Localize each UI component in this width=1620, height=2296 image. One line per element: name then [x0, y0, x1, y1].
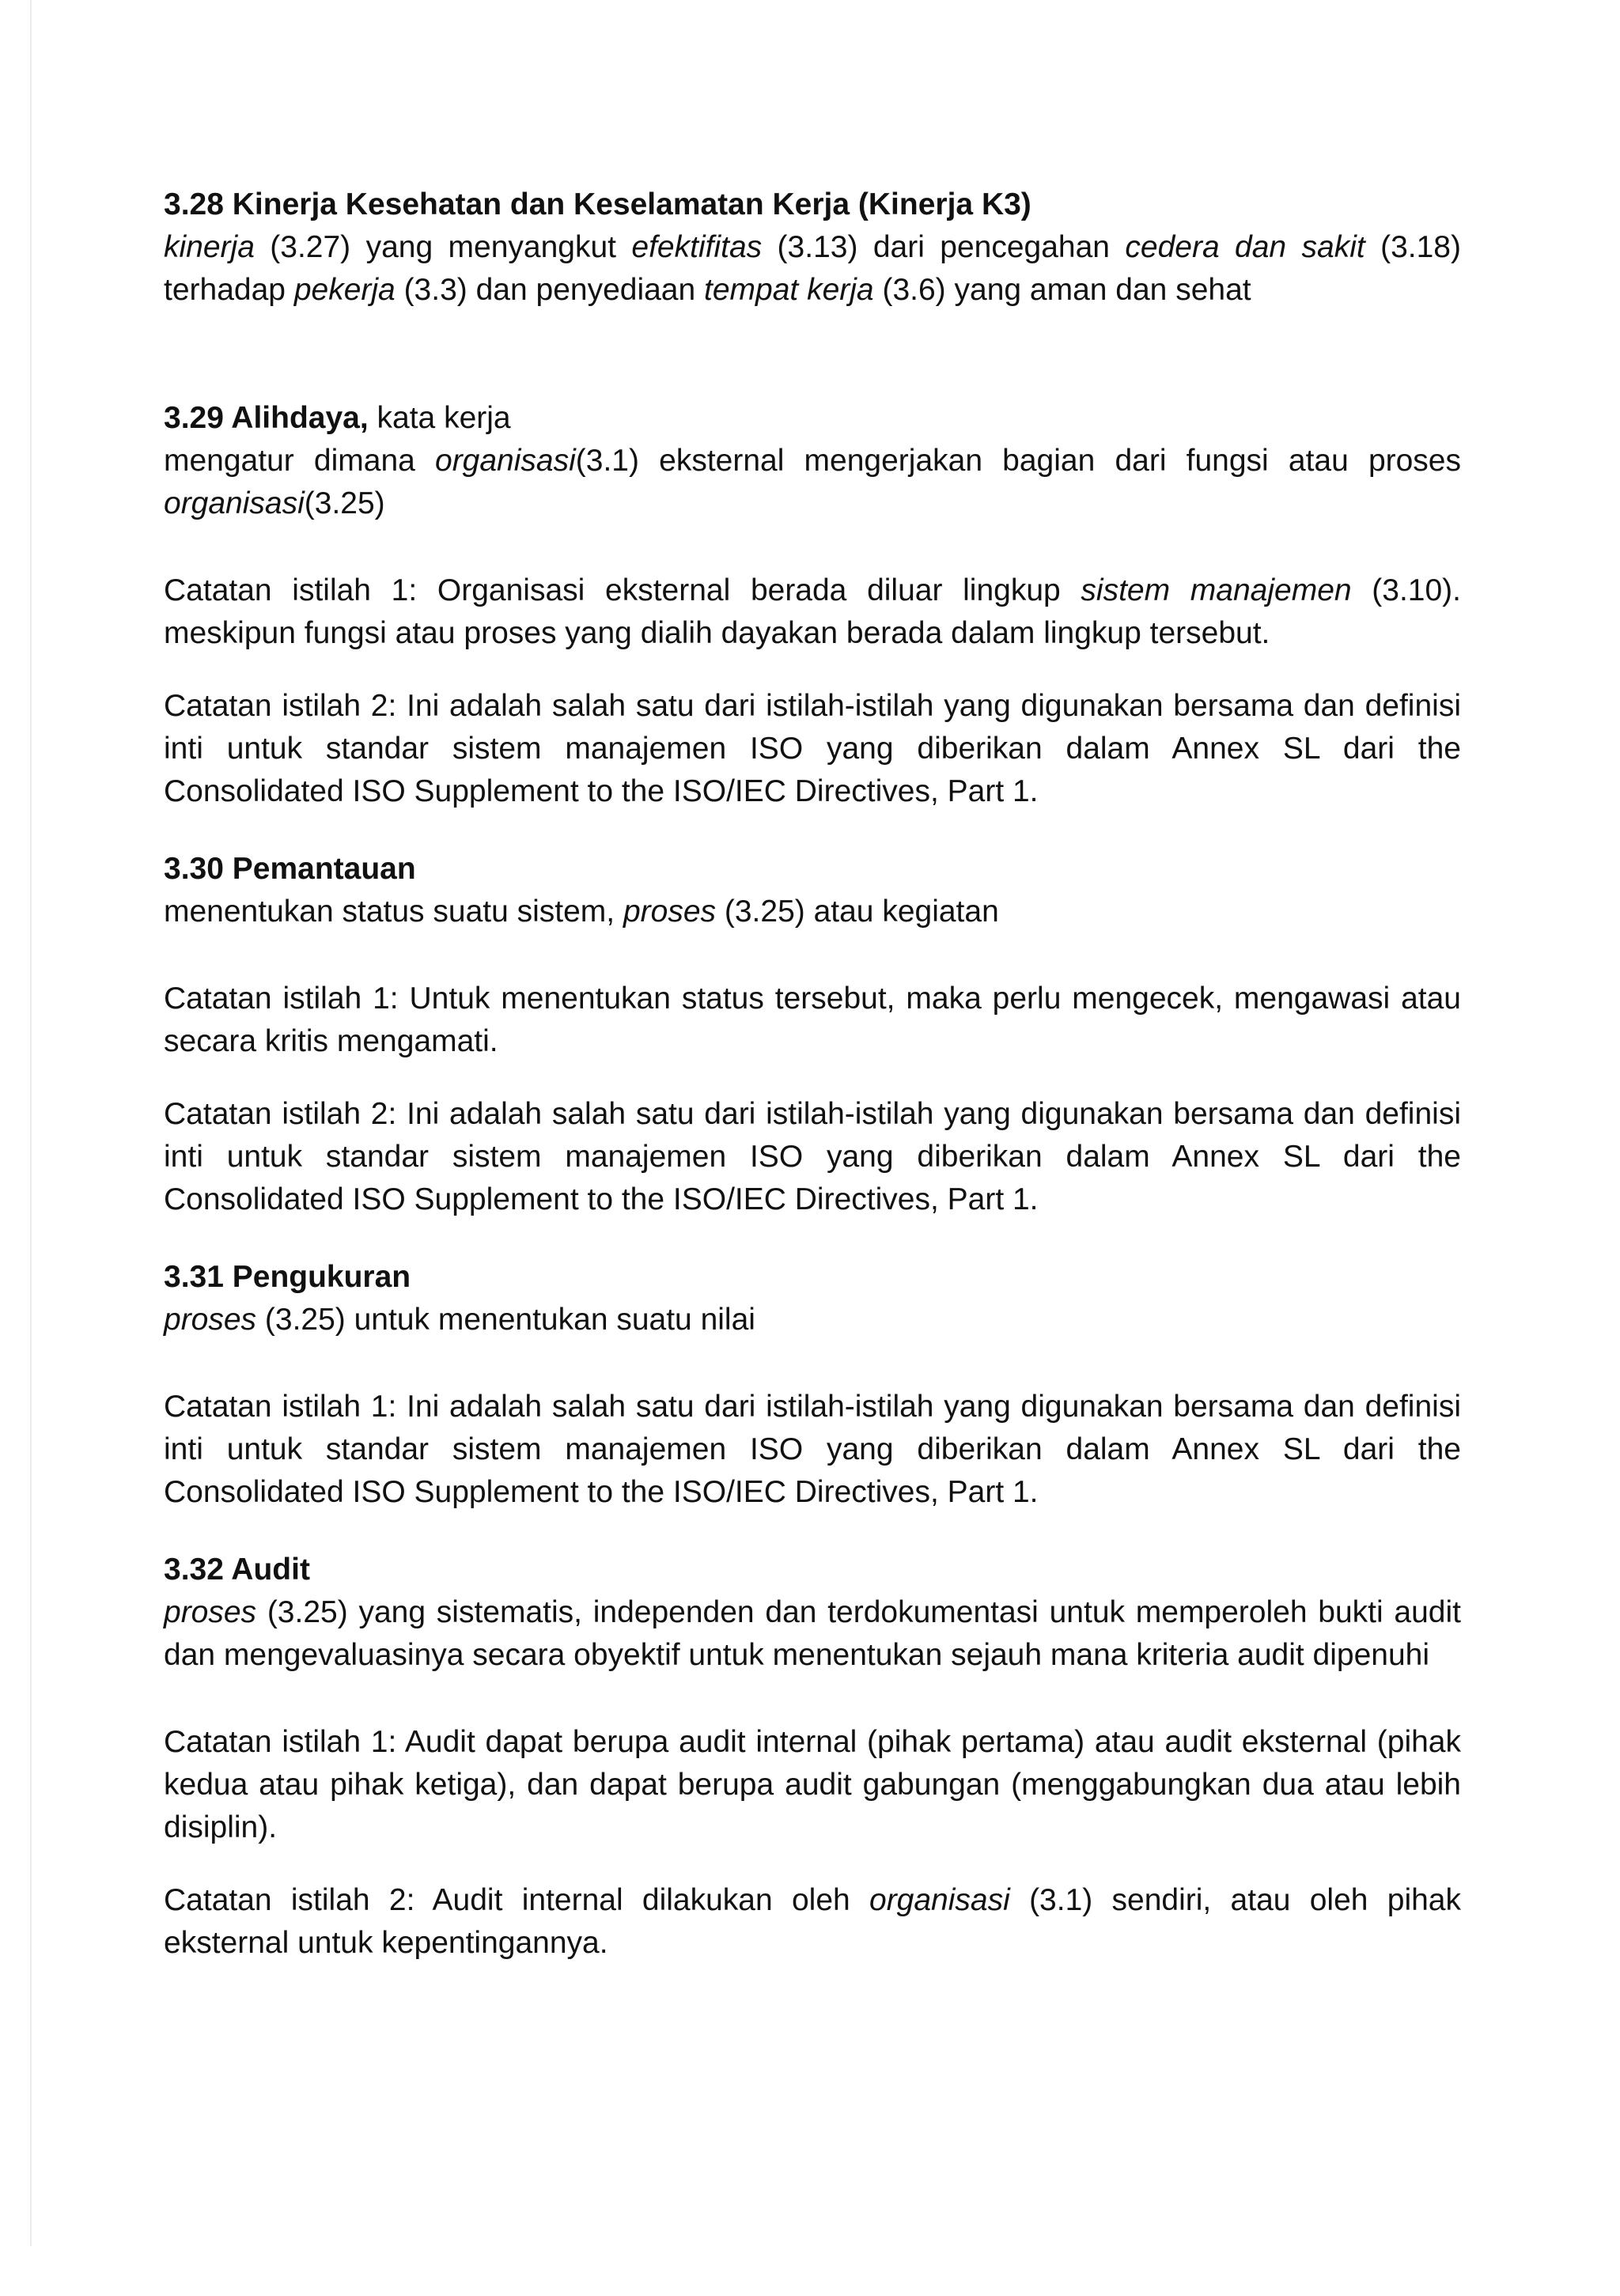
text-run: (3.25) untuk menentukan suatu nilai	[256, 1303, 755, 1337]
term-number: 3.28	[164, 187, 224, 221]
term-number: 3.29	[164, 401, 224, 435]
term-note-2	[164, 1093, 1461, 1221]
text-run: (3.27) yang menyangkut	[254, 230, 632, 264]
term-title: Pemantauan	[232, 852, 416, 886]
text-run: (3.6) yang aman dan sehat	[873, 273, 1251, 307]
spacer	[164, 813, 1461, 848]
spacer	[164, 1341, 1461, 1386]
term-3-28	[164, 183, 1461, 312]
text-run: (3.1) eksternal mengerjakan bagian dari fungsi atau proses	[575, 444, 1461, 478]
text-run: (3.25) atau kegiatan	[716, 895, 999, 929]
italic-term-ref: tempat kerja	[704, 273, 874, 307]
term-3-32	[164, 1549, 1461, 1965]
text-run: (3.10). meskipun fungsi atau proses yang dialih dayakan berada dalam lingkup tersebut.	[164, 573, 1461, 650]
italic-term-ref: proses	[623, 895, 717, 929]
term-note-2	[164, 685, 1461, 813]
text-run: menentukan status suatu sistem,	[164, 895, 623, 929]
text-run: Catatan istilah 1: Audit dapat berupa audit internal (pihak pertama) atau audit eksternal (pihak kedua atau pihak ketiga), dan dapat berupa audit gabungan (menggabungkan dua atau lebih disiplin).	[164, 1725, 1461, 1844]
term-heading	[164, 1256, 1461, 1299]
term-number: 3.30	[164, 852, 224, 886]
text-run: (3.25)	[304, 486, 385, 520]
spacer	[164, 525, 1461, 569]
spacer	[164, 312, 1461, 397]
term-note-2	[164, 1879, 1461, 1965]
spacer	[164, 933, 1461, 978]
term-3-31	[164, 1256, 1461, 1514]
term-title: Alihdaya,	[231, 401, 369, 435]
text-run: Catatan istilah 2: Ini adalah salah satu dari istilah-istilah yang digunakan bersama dan definisi inti untuk standar sistem manajemen ISO yang diberikan dalam Annex SL dari the Consolidated ISO Supplement to the ISO/IEC Directives, Part 1.	[164, 689, 1461, 808]
document-body	[164, 183, 1461, 1965]
spacer	[164, 1849, 1461, 1879]
term-title: Pengukuran	[232, 1260, 411, 1294]
text-run: Catatan istilah 2: Audit internal dilakukan oleh	[164, 1883, 869, 1917]
italic-term-ref: organisasi	[869, 1883, 1010, 1917]
term-definition	[164, 440, 1461, 525]
term-note-1	[164, 978, 1461, 1063]
term-heading	[164, 848, 1461, 891]
text-run: (3.25) yang sistematis, independen dan terdokumentasi untuk memperoleh bukti audit dan mengevaluasinya secara obyektif untuk menentukan sejauh mana kriteria audit dipenuhi	[164, 1595, 1461, 1672]
italic-term-ref: organisasi	[435, 444, 576, 478]
italic-term-ref: kinerja	[164, 230, 255, 264]
text-run: (3.13) dari pencegahan	[762, 230, 1126, 264]
text-run: Catatan istilah 1: Organisasi eksternal berada diluar lingkup	[164, 573, 1081, 607]
italic-term-ref: sistem manajemen	[1081, 573, 1352, 607]
spacer	[164, 1677, 1461, 1721]
term-note-1	[164, 569, 1461, 655]
italic-term-ref: proses	[164, 1595, 257, 1629]
term-definition	[164, 891, 1461, 933]
italic-term-ref: proses	[164, 1303, 257, 1337]
term-heading	[164, 397, 1461, 440]
text-run: Catatan istilah 1: Ini adalah salah satu dari istilah-istilah yang digunakan bersama dan definisi inti untuk standar sistem manajemen ISO yang diberikan dalam Annex SL dari the Consolidated ISO Supplement to the ISO/IEC Directives, Part 1.	[164, 1390, 1461, 1509]
text-run: Catatan istilah 1: Untuk menentukan status tersebut, maka perlu mengecek, mengawasi atau secara kritis mengamati.	[164, 982, 1461, 1058]
italic-term-ref: pekerja	[293, 273, 396, 307]
term-title: Audit	[231, 1553, 310, 1587]
term-title: Kinerja Kesehatan dan Keselamatan Kerja (Kinerja K3)	[232, 187, 1031, 221]
text-run: Catatan istilah 2: Ini adalah salah satu dari istilah-istilah yang digunakan bersama dan definisi inti untuk standar sistem manajemen ISO yang diberikan dalam Annex SL dari the Consolidated ISO Supplement to the ISO/IEC Directives, Part 1.	[164, 1097, 1461, 1216]
term-note-1	[164, 1721, 1461, 1849]
italic-term-ref: organisasi	[164, 486, 305, 520]
page-left-edge	[30, 0, 32, 2246]
term-definition	[164, 1591, 1461, 1677]
term-word-class: kata kerja	[377, 401, 511, 435]
spacer	[164, 1063, 1461, 1093]
term-3-29	[164, 397, 1461, 813]
term-number: 3.32	[164, 1553, 224, 1587]
term-heading	[164, 1549, 1461, 1591]
term-note-1	[164, 1386, 1461, 1514]
term-definition	[164, 1299, 1461, 1341]
italic-term-ref: cedera dan sakit	[1125, 230, 1365, 264]
spacer	[164, 1514, 1461, 1549]
term-definition	[164, 226, 1461, 312]
term-3-30	[164, 848, 1461, 1221]
text-run: mengatur dimana	[164, 444, 435, 478]
text-run: (3.3) dan penyediaan	[395, 273, 705, 307]
text-run: (3.18) terhadap	[164, 230, 1461, 307]
italic-term-ref: efektifitas	[631, 230, 763, 264]
term-heading	[164, 183, 1461, 226]
spacer	[164, 1221, 1461, 1256]
text-run: (3.1) sendiri, atau oleh pihak eksternal untuk kepentingannya.	[164, 1883, 1461, 1960]
spacer	[164, 655, 1461, 685]
term-number: 3.31	[164, 1260, 224, 1294]
